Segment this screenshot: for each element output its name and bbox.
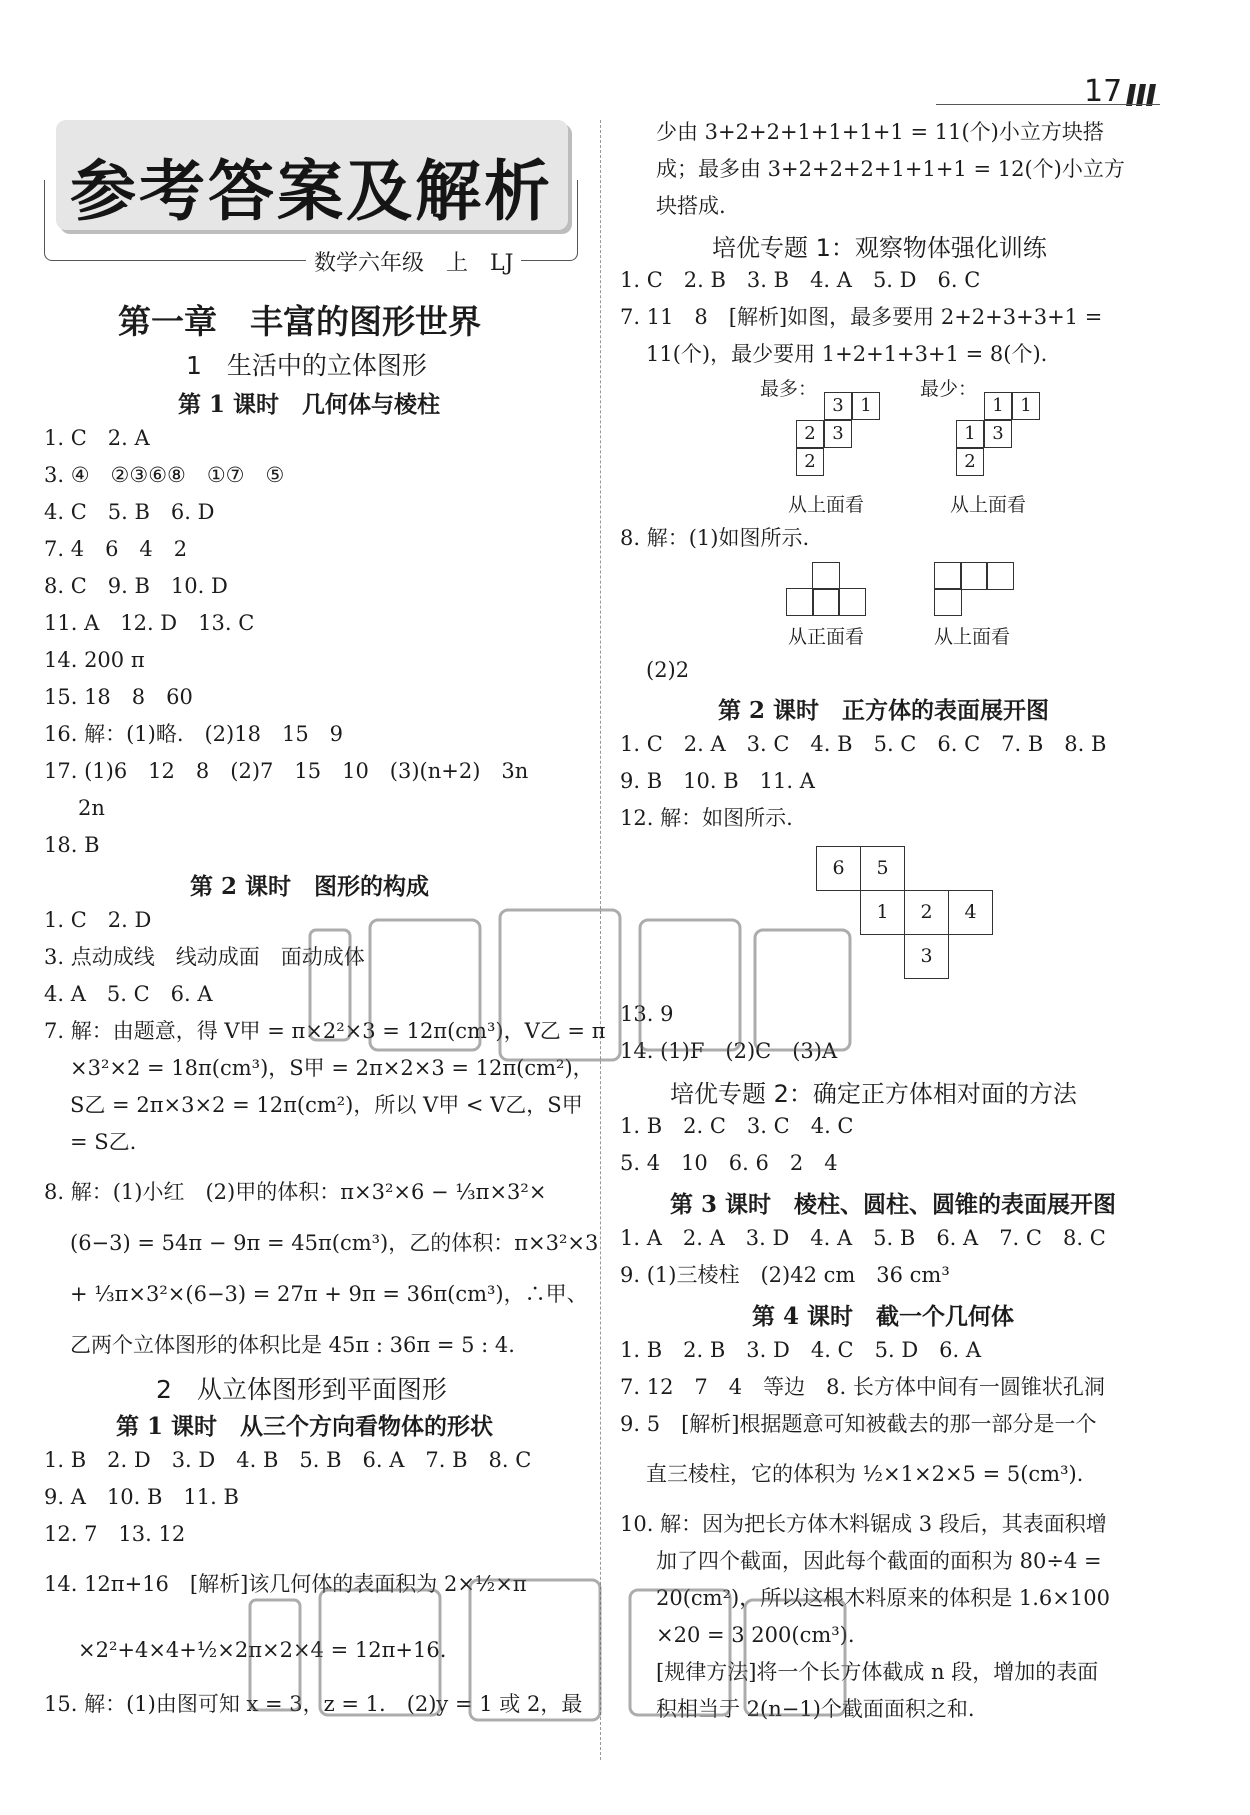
watermark-logo	[300, 900, 860, 1070]
grid-cell: 1	[984, 392, 1012, 420]
answer-line: = S乙.	[70, 1130, 137, 1154]
lesson-title: 第 2 课时 图形的构成	[190, 873, 430, 900]
answer-line: 10. 解：因为把长方体木料锯成 3 段后，其表面积增	[620, 1512, 1107, 1536]
answer-line: ×3²×2 = 18π(cm³)，S甲 = 2π×2×3 = 12π(cm²)，	[70, 1056, 594, 1080]
page-number: 17	[1084, 74, 1123, 109]
fig-caption: 从上面看	[788, 494, 865, 516]
grid-cell	[934, 562, 962, 590]
header-rule	[936, 104, 1160, 105]
answer-line: 9. (1)三棱柱 (2)42 cm 36 cm³	[620, 1263, 950, 1287]
answer-line: 1. A 2. A 3. D 4. A 5. B 6. A 7. C 8. C	[620, 1226, 1106, 1250]
answer-line: 加了四个截面，因此每个截面的面积为 80÷4 =	[656, 1549, 1102, 1573]
grid-cell	[934, 588, 962, 616]
answer-line: 7. 12 7 4 等边 8. 长方体中间有一圆锥状孔洞	[620, 1375, 1105, 1399]
answer-line: 1. C 2. A	[44, 426, 150, 450]
page-bars-icon	[1126, 84, 1156, 106]
grid-cell: 2	[796, 420, 824, 448]
fig-caption-front: 从正面看	[788, 626, 865, 648]
grid-cell	[986, 562, 1014, 590]
fig-caption: 从上面看	[950, 494, 1027, 516]
answer-line: 16. 解：(1)略. (2)18 15 9	[44, 722, 344, 746]
lesson-title: 第 1 课时 几何体与棱柱	[178, 391, 441, 418]
answer-line: 1. C 2. A 3. C 4. B 5. C 6. C 7. B 8. B	[620, 732, 1107, 756]
answer-line: 14. (1)F (2)C (3)A	[620, 1039, 838, 1063]
answer-line: 3. ④ ②③⑥⑧ ①⑦ ⑤	[44, 463, 285, 487]
answer-line: 1. B 2. D 3. D 4. B 5. B 6. A 7. B 8. C	[44, 1448, 532, 1472]
answer-line: 4. C 5. B 6. D	[44, 500, 215, 524]
lesson-title: 第 3 课时 棱柱、圆柱、圆锥的表面展开图	[670, 1191, 1117, 1218]
answer-line: 11(个)，最少要用 1+2+1+3+1 = 8(个).	[646, 342, 1048, 366]
answer-line: 块搭成.	[656, 194, 726, 218]
grid-cell: 2	[796, 448, 824, 476]
grid-cell: 1	[1012, 392, 1040, 420]
answer-line: 17. (1)6 12 8 (2)7 15 10 (3)(n+2) 3n	[44, 759, 529, 783]
grid-cell: 3	[984, 420, 1012, 448]
answer-line: 1. B 2. C 3. C 4. C	[620, 1114, 854, 1138]
fig-caption-top: 从上面看	[934, 626, 1011, 648]
answer-line: + ⅓π×3²×(6−3) = 27π + 9π = 36π(cm³)，∴甲、	[70, 1282, 588, 1306]
lesson-title: 第 4 课时 截一个几何体	[752, 1303, 1015, 1330]
grid-cell	[786, 588, 814, 616]
answer-line: 12. 7 13. 12	[44, 1522, 186, 1546]
answer-line: (6−3) = 54π − 9π = 45π(cm³)，乙的体积：π×3²×3	[70, 1231, 599, 1255]
answer-line: 成；最多由 3+2+2+2+1+1+1 = 12(个)小立方	[656, 157, 1125, 181]
answer-line: 15. 18 8 60	[44, 685, 193, 709]
answer-line: 9. 5 [解析]根据题意可知被截去的那一部分是一个	[620, 1412, 1097, 1436]
answer-line: 5. 4 10 6. 6 2 4	[620, 1151, 838, 1175]
answer-line: 乙两个立体图形的体积比是 45π : 36π = 5 : 4.	[70, 1333, 515, 1357]
answer-line: 8. 解：(1)如图所示.	[620, 526, 810, 550]
answer-line: S乙 = 2π×3×2 = 12π(cm²)，所以 V甲 < V乙，S甲	[70, 1093, 583, 1117]
net-face: 4	[948, 890, 993, 935]
book-subtitle: 数学六年级 上 LJ	[306, 246, 521, 277]
grid-cell: 2	[956, 448, 984, 476]
page-title: 参考答案及解析	[70, 153, 553, 230]
fig-label-most: 最多：	[760, 378, 818, 400]
grid-cell	[838, 588, 866, 616]
answer-line: [规律方法]将一个长方体截成 n 段，增加的表面	[656, 1660, 1099, 1684]
fig-label-least: 最少：	[920, 378, 978, 400]
chapter-title: 第一章 丰富的图形世界	[118, 302, 481, 341]
answer-line: (2)2	[646, 658, 690, 682]
lesson-title: 第 1 课时 从三个方向看物体的形状	[116, 1413, 494, 1440]
topic-title: 培优专题 2：确定正方体相对面的方法	[670, 1080, 1077, 1108]
grid-cell: 1	[852, 392, 880, 420]
answer-line: 7. 4 6 4 2	[44, 537, 188, 561]
answer-line: 14. 12π+16 [解析]该几何体的表面积为 2×½×π	[44, 1572, 527, 1596]
net-face: 1	[860, 890, 905, 935]
grid-cell: 3	[824, 392, 852, 420]
grid-cell: 1	[956, 420, 984, 448]
watermark-logo	[240, 1570, 860, 1730]
section-title: 1 生活中的立体图形	[186, 351, 427, 380]
answer-line: ×2²+4×4+½×2π×2×4 = 12π+16.	[78, 1638, 447, 1662]
answer-line: 9. B 10. B 11. A	[620, 769, 815, 793]
answer-line: 1. B 2. B 3. D 4. C 5. D 6. A	[620, 1338, 982, 1362]
answer-line: ×20 = 3 200(cm³).	[656, 1623, 855, 1647]
net-face: 3	[904, 934, 949, 979]
grid-cell	[960, 562, 988, 590]
answer-line: 14. 200 π	[44, 648, 145, 672]
lesson-title: 第 2 课时 正方体的表面展开图	[718, 697, 1050, 724]
answer-line: 2n	[78, 796, 105, 820]
section-title: 2 从立体图形到平面图形	[156, 1375, 447, 1404]
answer-line: 15. 解：(1)由图可知 x = 3，z = 1. (2)y = 1 或 2，最	[44, 1692, 583, 1716]
answer-line: 7. 解：由题意，得 V甲 = π×2²×3 = 12π(cm³)，V乙 = π	[44, 1019, 606, 1043]
answer-line: 4. A 5. C 6. A	[44, 982, 213, 1006]
answer-line: 11. A 12. D 13. C	[44, 611, 255, 635]
answer-line: 直三棱柱，它的体积为 ½×1×2×5 = 5(cm³).	[646, 1462, 1084, 1486]
answer-line: 12. 解：如图所示.	[620, 806, 793, 830]
net-face: 2	[904, 890, 949, 935]
answer-line: 1. C 2. D	[44, 908, 152, 932]
answer-line: 13. 9	[620, 1002, 674, 1026]
answer-line: 8. C 9. B 10. D	[44, 574, 228, 598]
net-face: 5	[860, 846, 905, 891]
answer-line: 积相当于 2(n−1)个截面面积之和.	[656, 1697, 975, 1721]
grid-cell	[812, 588, 840, 616]
answer-line: 18. B	[44, 833, 100, 857]
topic-title: 培优专题 1：观察物体强化训练	[712, 234, 1047, 262]
answer-line: 1. C 2. B 3. B 4. A 5. D 6. C	[620, 268, 981, 292]
grid-cell: 3	[824, 420, 852, 448]
answer-line: 9. A 10. B 11. B	[44, 1485, 239, 1509]
answer-line: 少由 3+2+2+1+1+1+1 = 11(个)小立方块搭	[656, 120, 1104, 144]
answer-line: 7. 11 8 [解析]如图，最多要用 2+2+3+3+1 =	[620, 305, 1103, 329]
grid-cell	[812, 562, 840, 590]
answer-line: 3. 点动成线 线动成面 面动成体	[44, 945, 365, 969]
net-face: 6	[816, 846, 861, 891]
answer-line: 8. 解：(1)小红 (2)甲的体积：π×3²×6 − ⅓π×3²×	[44, 1180, 547, 1204]
answer-line: 20(cm²)，所以这根木料原来的体积是 1.6×100	[656, 1586, 1110, 1610]
